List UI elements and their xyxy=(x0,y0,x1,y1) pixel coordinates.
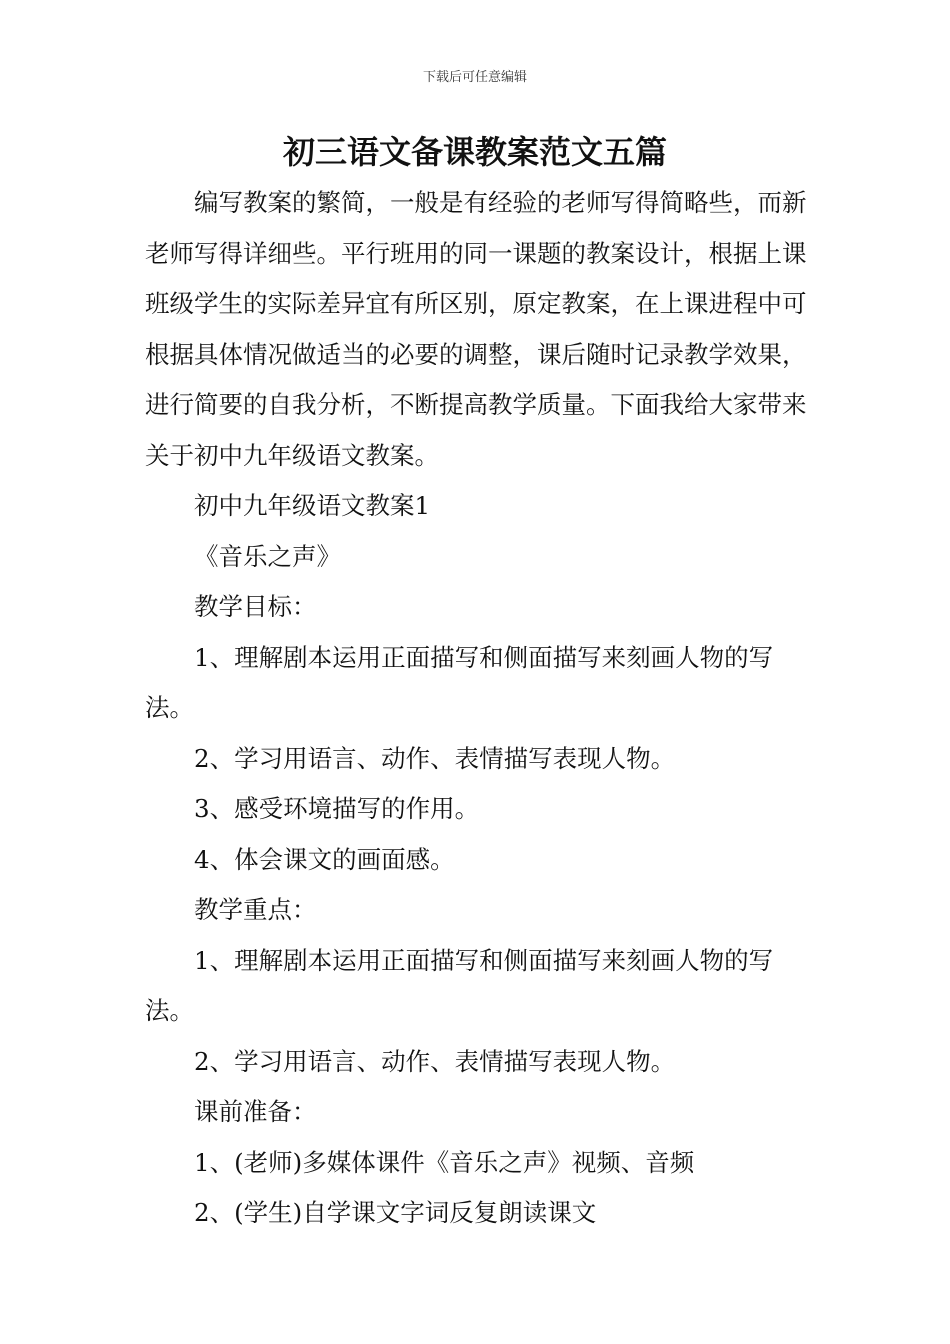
lesson-title: 《音乐之声》 xyxy=(194,541,341,571)
subheading-teaching-focus: 教学重点： xyxy=(194,895,317,924)
list-item: 2、学习用语言、动作、表情描写表现人物。 xyxy=(194,743,676,773)
list-item: 2、学习用语言、动作、表情描写表现人物。 xyxy=(194,1046,676,1076)
list-item: 1、理解剧本运用正面描写和侧面描写来刻画人物的写法。 xyxy=(145,642,774,722)
intro-paragraph: 编写教案的繁简，一般是有经验的老师写得简略些，而新老师写得详细些。平行班用的同一课题的教案设计，根据上课班级学生的实际差异宜有所区别，原定教案，在上课进程中可根据具体情况做适当的必要的调整，课后随时记录教学效果，进行简要的自我分析，不断提高教学质量。下面我给大家带来关于初中九年级语文教案。 xyxy=(145,188,807,470)
header-note: 下载后可任意编辑 xyxy=(422,70,527,85)
document-body xyxy=(145,178,810,1239)
list-item: 3、感受环境描写的作用。 xyxy=(194,794,480,823)
section-heading: 初中九年级语文教案1 xyxy=(194,491,431,520)
subheading-teaching-goals: 教学目标： xyxy=(194,592,317,621)
list-item: 2、(学生)自学课文字词反复朗读课文 xyxy=(194,1198,597,1227)
subheading-preparation: 课前准备： xyxy=(194,1097,317,1126)
list-item: 1、(老师)多媒体课件《音乐之声》视频、音频 xyxy=(194,1147,695,1177)
document-title: 初三语文备课教案范文五篇 xyxy=(282,133,667,171)
list-item: 4、体会课文的画面感。 xyxy=(194,844,455,874)
list-item: 1、理解剧本运用正面描写和侧面描写来刻画人物的写法。 xyxy=(145,945,774,1025)
